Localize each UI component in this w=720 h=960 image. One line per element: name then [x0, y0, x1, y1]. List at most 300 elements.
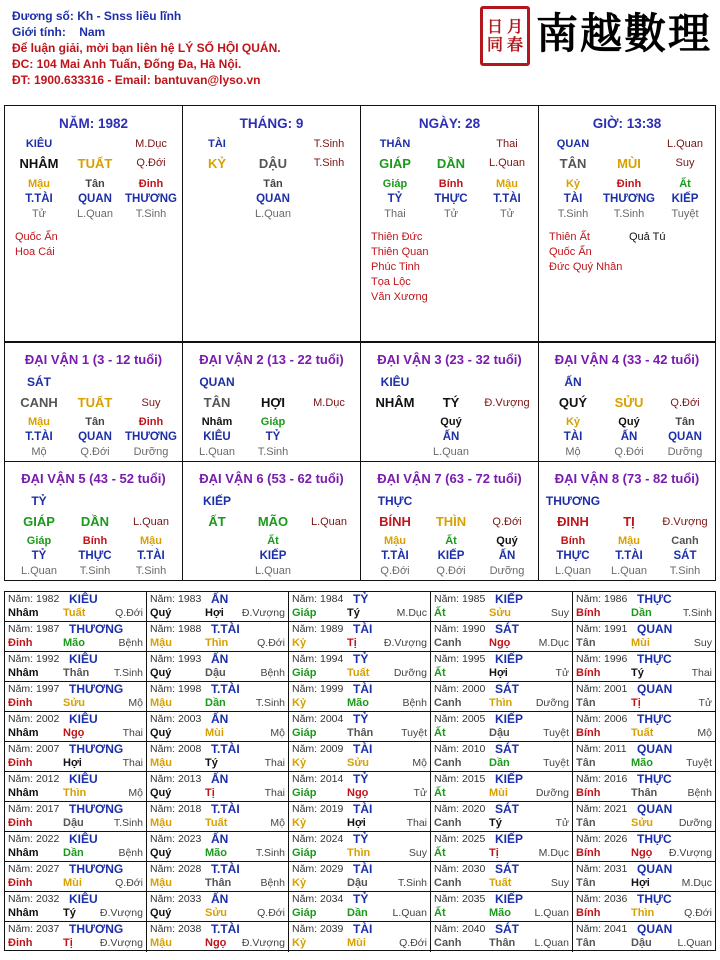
year-cell [289, 652, 431, 682]
dai-van-life: L.Quan [132, 516, 170, 528]
year-cell [147, 742, 289, 772]
year-label: Năm: 2021 [576, 803, 628, 815]
year-stem: Đinh [8, 877, 33, 889]
year-label: Năm: 2023 [150, 833, 202, 845]
hidden-god: THƯƠNG [603, 193, 655, 205]
year-cell [147, 712, 289, 742]
stem-god: TÀI [208, 138, 226, 150]
year-stem: Đinh [8, 937, 33, 949]
year-stem: Kỷ [292, 817, 307, 829]
earthly-branch: DẦN [436, 156, 466, 171]
year-life-stage: Bệnh [260, 877, 285, 889]
header-info [12, 8, 452, 100]
year-cell [289, 622, 431, 652]
hidden-life-stage: L.Quan [610, 565, 648, 577]
pillar-column [183, 106, 361, 341]
year-stem: Bính [576, 787, 601, 799]
stem-god: KIÊU [25, 138, 53, 150]
year-god: ẤN [211, 712, 229, 726]
heavenly-stem: GIÁP [379, 156, 411, 171]
year-label: Năm: 1985 [434, 593, 486, 605]
year-label: Năm: 2015 [434, 773, 486, 785]
year-cell [431, 802, 573, 832]
year-branch: Tuất [631, 727, 654, 739]
year-cell [573, 592, 715, 622]
year-god: ẤN [211, 652, 229, 666]
year-life-stage: Thai [691, 667, 712, 679]
year-stem: Ất [434, 847, 446, 859]
year-cell [573, 802, 715, 832]
year-stem: Nhâm [8, 787, 39, 799]
seal-stamp [480, 6, 530, 66]
pillar-title: GIỜ: 13:38 [592, 116, 662, 131]
year-label: Năm: 1994 [292, 653, 344, 665]
heavenly-stem: TÂN [559, 156, 587, 171]
year-branch: Sửu [489, 607, 512, 619]
year-branch: Thìn [63, 787, 87, 799]
owner-label: Đương số: [12, 9, 74, 23]
stem-god: QUAN [556, 138, 590, 150]
dai-van-branch: THÌN [435, 514, 467, 529]
year-life-stage: Dưỡng [535, 787, 569, 799]
year-label: Năm: 2031 [576, 863, 628, 875]
year-branch: Dậu [489, 727, 510, 739]
year-branch: Thân [205, 877, 232, 889]
year-god: KIÊU [69, 712, 98, 726]
year-god: TỶ [353, 712, 369, 726]
year-label: Năm: 1983 [150, 593, 202, 605]
year-stem: Ất [434, 607, 446, 619]
hidden-stem: Mậu [28, 416, 50, 428]
hidden-god: QUAN [256, 193, 290, 205]
year-cell [289, 682, 431, 712]
dai-van-cell [539, 461, 715, 581]
hidden-stem: Quý [440, 416, 462, 428]
hidden-life-stage: Q.Đới [80, 446, 110, 458]
year-cell [5, 832, 147, 862]
hidden-god: T.TÀI [381, 550, 409, 562]
year-god: SÁT [495, 922, 519, 936]
year-cell [5, 652, 147, 682]
hidden-god: ẤN [498, 550, 516, 562]
year-label: Năm: 2033 [150, 893, 202, 905]
year-god: THỰC [637, 892, 672, 906]
year-stem: Mậu [150, 817, 172, 829]
pillar-title: THÁNG: 9 [239, 116, 304, 131]
hidden-life-stage: Thai [384, 208, 406, 220]
year-branch: Sửu [631, 817, 654, 829]
year-life-stage: Tử [413, 787, 427, 799]
year-branch: Tuất [63, 607, 86, 619]
year-god: QUAN [637, 622, 673, 636]
year-branch: Sửu [63, 697, 86, 709]
year-god: TỶ [353, 652, 369, 666]
year-life-stage: M.Dục [681, 877, 712, 889]
year-branch: Tị [205, 787, 215, 799]
year-stem: Đinh [8, 637, 33, 649]
hidden-stem: Nhâm [201, 416, 233, 428]
year-life-stage: L.Quan [534, 907, 569, 919]
year-branch: Tuất [347, 667, 370, 679]
hidden-life-stage: L.Quan [432, 446, 470, 458]
year-cell [431, 862, 573, 892]
year-branch: Sửu [347, 757, 370, 769]
year-stem: Quý [150, 787, 172, 799]
year-branch: Tý [489, 817, 502, 829]
hidden-life-stage: L.Quan [254, 565, 292, 577]
dai-van-god: TỶ [31, 494, 47, 508]
year-stem: Đinh [8, 817, 33, 829]
year-label: Năm: 2022 [8, 833, 60, 845]
year-stem: Giáp [292, 607, 317, 619]
hidden-life-stage: Tử [443, 208, 459, 220]
year-cell [573, 772, 715, 802]
year-label: Năm: 2041 [576, 923, 628, 935]
seal-char: 日 [486, 17, 503, 36]
year-branch: Ngọ [631, 847, 653, 859]
dai-van-cell [183, 461, 361, 581]
year-cell [5, 622, 147, 652]
year-branch: Tị [489, 847, 499, 859]
year-god: T.TÀI [211, 862, 240, 876]
year-life-stage: Thai [264, 787, 285, 799]
hidden-life-stage: L.Quan [198, 446, 236, 458]
year-cell [147, 622, 289, 652]
year-god: SÁT [495, 682, 519, 696]
year-branch: Dậu [347, 877, 368, 889]
year-life-stage: Mộ [697, 727, 712, 739]
hidden-god: SÁT [673, 550, 697, 562]
hidden-life-stage: Tử [31, 208, 47, 220]
year-life-stage: Thai [122, 727, 143, 739]
year-life-stage: Q.Đới [257, 907, 285, 919]
special-star: Đức Quý Nhân [549, 261, 623, 273]
year-label: Năm: 2030 [434, 863, 486, 875]
dai-van-stem: QUÝ [558, 395, 588, 410]
year-branch: Mão [489, 907, 511, 919]
year-life-stage: Suy [550, 877, 569, 889]
year-stem: Nhâm [8, 727, 39, 739]
year-god: TÀI [353, 622, 373, 636]
hidden-stem: Tân [263, 178, 283, 190]
year-life-stage: Tuyệt [543, 757, 569, 769]
year-label: Năm: 2000 [434, 683, 486, 695]
hidden-life-stage: T.Sinh [79, 565, 111, 577]
year-life-stage: Bệnh [118, 637, 143, 649]
header-line-owner [12, 8, 452, 24]
year-label: Năm: 1990 [434, 623, 486, 635]
year-branch: Tý [631, 667, 644, 679]
special-star: Thiên Ất [549, 231, 590, 243]
year-cell [431, 742, 573, 772]
year-cell [431, 682, 573, 712]
dai-van-god: KIẾP [202, 494, 231, 508]
gender-label: Giới tính: [12, 25, 66, 39]
dai-van-life: Đ.Vượng [484, 397, 530, 409]
year-branch: Mão [631, 757, 653, 769]
year-stem: Mậu [150, 937, 172, 949]
year-cell [147, 832, 289, 862]
dai-van-god: ẤN [564, 375, 582, 389]
year-god: THƯƠNG [69, 622, 124, 636]
year-life-stage: L.Quan [534, 937, 569, 949]
hidden-god: T.TÀI [137, 550, 165, 562]
year-life-stage: Q.Đới [257, 637, 285, 649]
year-label: Năm: 2008 [150, 743, 202, 755]
hidden-stem: Canh [671, 535, 699, 547]
year-life-stage: Mộ [270, 727, 285, 739]
hidden-stem: Mậu [618, 535, 640, 547]
contact-line: Để luận giải, mời bạn liên hệ LÝ SỐ HỘI QUÁN. [12, 41, 281, 55]
year-label: Năm: 2024 [292, 833, 344, 845]
header-line-gender [12, 24, 452, 40]
year-god: THỰC [637, 652, 672, 666]
year-life-stage: Tử [555, 667, 569, 679]
year-cell [289, 742, 431, 772]
year-stem: Mậu [150, 757, 172, 769]
year-god: KIẾP [495, 772, 524, 786]
year-life-stage: M.Dục [396, 607, 427, 619]
year-cell [289, 802, 431, 832]
year-branch: Dần [205, 697, 226, 709]
year-stem: Giáp [292, 907, 317, 919]
year-life-stage: Dưỡng [535, 697, 569, 709]
year-branch: Mùi [347, 937, 366, 949]
life-stage-1: Thai [496, 138, 518, 150]
dai-van-branch: DẦN [80, 514, 110, 529]
owner-value: Kh - Snss liều lĩnh [77, 9, 182, 23]
year-god: TỶ [353, 832, 369, 846]
year-cell [147, 592, 289, 622]
year-stem: Ất [434, 667, 446, 679]
hidden-god: T.TÀI [493, 193, 521, 205]
year-branch: Ngọ [205, 937, 227, 949]
hidden-life-stage: L.Quan [254, 208, 292, 220]
year-label: Năm: 1984 [292, 593, 344, 605]
hidden-god: THƯƠNG [125, 193, 177, 205]
year-god: KIẾP [495, 652, 524, 666]
year-label: Năm: 2007 [8, 743, 60, 755]
year-stem: Bính [576, 907, 601, 919]
year-branch: Hợi [631, 877, 650, 889]
dai-van-branch: MÃO [257, 514, 289, 529]
year-stem: Nhâm [8, 847, 39, 859]
hidden-stem: Ất [445, 535, 457, 547]
year-stem: Giáp [292, 847, 317, 859]
year-stem: Canh [434, 637, 462, 649]
year-label: Năm: 2032 [8, 893, 60, 905]
hidden-life-stage: Q.Đới [380, 565, 410, 577]
hidden-life-stage: L.Quan [554, 565, 592, 577]
life-stage-2: L.Quan [488, 157, 526, 169]
year-branch: Tuất [489, 877, 512, 889]
hidden-god: TỶ [31, 550, 47, 562]
year-stem: Tân [576, 697, 596, 709]
year-god: KIẾP [495, 592, 524, 606]
hidden-stem: Bính [560, 535, 586, 547]
hidden-stem: Mậu [28, 178, 50, 190]
special-star: Quả Tú [629, 231, 666, 243]
year-label: Năm: 1999 [292, 683, 344, 695]
year-life-stage: Bệnh [118, 847, 143, 859]
year-cell [573, 682, 715, 712]
life-stage-1: L.Quan [666, 138, 704, 150]
year-god: QUAN [637, 802, 673, 816]
hidden-stem: Bính [438, 178, 464, 190]
year-god: KIÊU [69, 592, 98, 606]
phone-email-line: ĐT: 1900.633316 - Email: bantuvan@lyso.vn [12, 73, 261, 87]
year-branch: Thìn [489, 697, 513, 709]
dai-van-title: ĐẠI VẬN 7 (63 - 72 tuổi) [377, 471, 522, 486]
year-god: TÀI [353, 922, 373, 936]
hidden-stem: Ất [679, 178, 691, 190]
life-stage-1: T.Sinh [313, 138, 345, 150]
year-life-stage: Thai [406, 817, 427, 829]
year-branch: Mùi [631, 637, 650, 649]
dai-van-stem: GIÁP [23, 514, 55, 529]
dai-van-god: KIÊU [380, 375, 410, 389]
dai-van-life: Đ.Vượng [662, 516, 708, 528]
year-life-stage: Dưỡng [393, 667, 427, 679]
year-god: T.TÀI [211, 682, 240, 696]
dai-van-title: ĐẠI VẬN 2 (13 - 22 tuổi) [199, 352, 344, 367]
year-label: Năm: 1993 [150, 653, 202, 665]
year-stem: Tân [576, 817, 596, 829]
year-stem: Tân [576, 757, 596, 769]
year-stem: Quý [150, 727, 172, 739]
dai-van-stem: ẤT [208, 514, 226, 529]
dai-van-god: THỰC [377, 494, 413, 508]
year-life-stage: Tử [555, 817, 569, 829]
hidden-life-stage: T.Sinh [557, 208, 589, 220]
hidden-god: QUAN [78, 431, 112, 443]
hidden-stem: Kỷ [565, 178, 581, 190]
year-label: Năm: 2036 [576, 893, 628, 905]
year-branch: Dần [489, 757, 510, 769]
year-stem: Quý [150, 607, 172, 619]
year-label: Năm: 2035 [434, 893, 486, 905]
year-label: Năm: 2010 [434, 743, 486, 755]
year-branch: Dần [631, 607, 652, 619]
year-stem: Ất [434, 727, 446, 739]
year-cell [431, 892, 573, 922]
year-cell [5, 892, 147, 922]
year-cell [431, 592, 573, 622]
year-branch: Ngọ [63, 727, 85, 739]
year-life-stage: Mộ [128, 697, 143, 709]
year-cell [5, 862, 147, 892]
year-life-stage: M.Dục [538, 847, 569, 859]
earthly-branch: MÙI [617, 156, 641, 171]
year-branch: Thìn [347, 847, 371, 859]
year-god: KIÊU [69, 772, 98, 786]
year-life-stage: Q.Đới [115, 877, 143, 889]
year-life-stage: Thai [264, 757, 285, 769]
year-cell [573, 652, 715, 682]
hidden-god: QUAN [78, 193, 112, 205]
year-branch: Tý [63, 907, 76, 919]
year-branch: Tị [347, 637, 357, 649]
year-stem: Giáp [292, 667, 317, 679]
hidden-god: THỰC [78, 550, 112, 562]
year-cell [5, 742, 147, 772]
hidden-life-stage: L.Quan [20, 565, 58, 577]
year-life-stage: Đ.Vượng [99, 907, 143, 919]
year-cell [573, 922, 715, 952]
year-label: Năm: 2009 [292, 743, 344, 755]
gender-value: Nam [79, 25, 106, 39]
year-label: Năm: 2020 [434, 803, 486, 815]
year-stem: Mậu [150, 697, 172, 709]
year-stem: Nhâm [8, 667, 39, 679]
year-branch: Mão [205, 847, 227, 859]
hidden-god: TÀI [563, 431, 583, 443]
year-branch: Mão [63, 637, 85, 649]
year-life-stage: Đ.Vượng [383, 637, 427, 649]
four-pillars-table [4, 105, 716, 342]
special-star: Phúc Tinh [371, 261, 420, 273]
special-star: Thiên Quan [371, 246, 429, 258]
hidden-life-stage: T.Sinh [669, 565, 701, 577]
year-label: Năm: 1989 [292, 623, 344, 635]
year-god: ẤN [211, 892, 229, 906]
special-star: Hoa Cái [15, 246, 55, 258]
year-cell [5, 802, 147, 832]
year-branch: Hợi [489, 667, 508, 679]
year-cell [573, 622, 715, 652]
stem-god: THÂN [379, 138, 411, 150]
dai-van-stem: TÂN [203, 395, 231, 410]
life-stage-2: Q.Đới [136, 157, 166, 169]
year-label: Năm: 2028 [150, 863, 202, 875]
hidden-life-stage: Q.Đới [614, 446, 644, 458]
dai-van-life: M.Dục [313, 397, 345, 409]
year-life-stage: T.Sinh [255, 697, 285, 709]
year-stem: Quý [150, 667, 172, 679]
year-life-stage: L.Quan [392, 907, 427, 919]
year-stem: Canh [434, 757, 462, 769]
year-god: T.TÀI [211, 742, 240, 756]
year-label: Năm: 2025 [434, 833, 486, 845]
year-branch: Dần [347, 907, 368, 919]
year-stem: Đinh [8, 697, 33, 709]
year-life-stage: T.Sinh [397, 877, 427, 889]
pillar-title: NĂM: 1982 [58, 116, 129, 131]
year-life-stage: T.Sinh [255, 847, 285, 859]
year-god: SÁT [495, 802, 519, 816]
year-cell [431, 832, 573, 862]
year-stem: Canh [434, 697, 462, 709]
special-star: Tọa Lộc [371, 276, 411, 288]
year-label: Năm: 2027 [8, 863, 60, 875]
year-label: Năm: 2037 [8, 923, 60, 935]
dai-van-god: QUAN [199, 375, 235, 389]
year-god: THỰC [637, 832, 672, 846]
year-god: THỰC [637, 712, 672, 726]
dai-van-cell [5, 461, 183, 581]
year-cell [431, 622, 573, 652]
year-label: Năm: 1987 [8, 623, 60, 635]
year-label: Năm: 2038 [150, 923, 202, 935]
year-cell [573, 832, 715, 862]
year-god: TÀI [353, 682, 373, 696]
hidden-life-stage: T.Sinh [135, 565, 167, 577]
year-cell [147, 772, 289, 802]
dai-van-branch: HỢI [260, 395, 286, 410]
year-stem: Tân [576, 877, 596, 889]
year-god: TÀI [353, 862, 373, 876]
dai-van-title: ĐẠI VẬN 3 (23 - 32 tuổi) [377, 352, 522, 367]
